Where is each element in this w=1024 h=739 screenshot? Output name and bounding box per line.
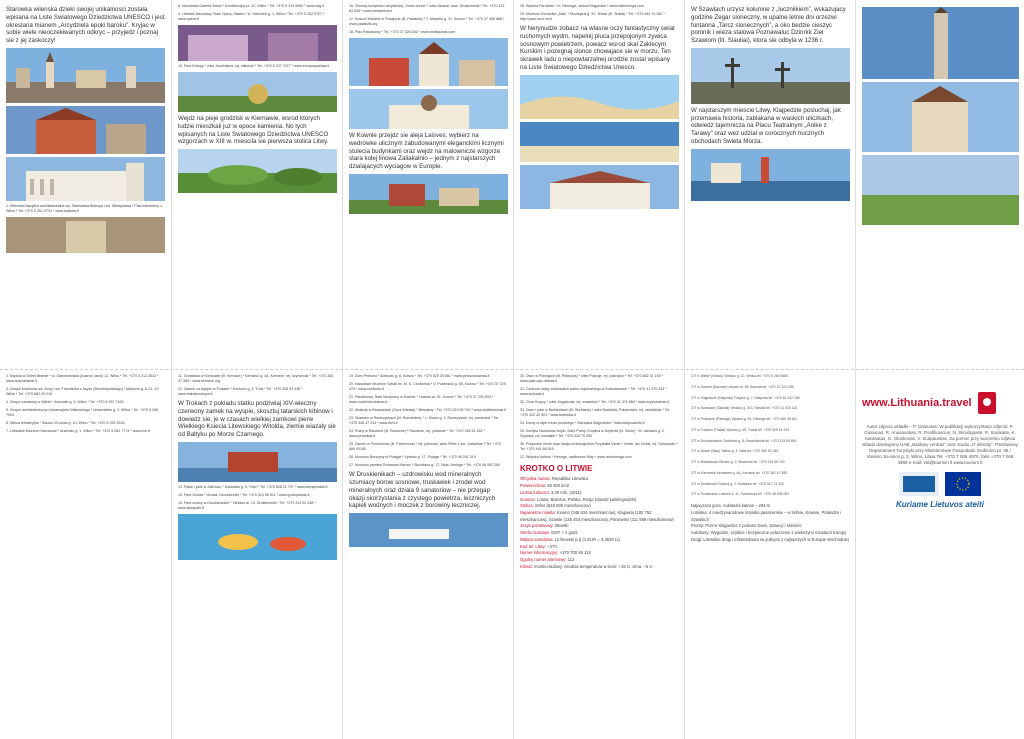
item-29: 29. Muzeum Zmudzkie „Alka” * Muziejaus g. 31, Telsze (lit. Telsiai) * Tel. +370 444 70 382 * http://parn.mch.mii.lt — [520, 12, 665, 22]
grassland-photo — [862, 155, 1019, 225]
facts-list — [520, 476, 678, 570]
tourist-center-entry: CIT w Kedainiach Didzioji g. 1, Kedainiai tel. +370 347 21 333 — [691, 481, 784, 486]
item-12: 12. Zamek na wyspie w Trokach * Kestucio g. 4, Troki * Tel. +370 528 53 946 * www.trakaimuziejus.lt — [178, 387, 303, 397]
tourist-center-entry: CIT w Wilnie (Vilnius) Vilniaus g. 22, Vilnius tel. +370 5 262 9660 — [691, 374, 789, 378]
column-3-bottom — [342, 370, 513, 739]
tourist-centers-list — [691, 374, 849, 497]
fact-label: Strefa czasowa: — [520, 530, 551, 536]
fact-label: Klimat: — [520, 563, 534, 569]
vilnius-old-town-photo — [6, 48, 165, 103]
fact-label: Stolica: — [520, 503, 535, 509]
fact-row — [520, 490, 678, 497]
coat-of-arms-icon — [978, 392, 996, 414]
item-26: 26. Muzeum Burszyny w Polagie * Vytauto g. 17, Polaga * Tel. +370 46 251 319 — [349, 455, 476, 460]
eu-logo-box — [862, 472, 1018, 496]
manor-photo — [520, 165, 679, 209]
fact-label: Oficjalna nazwa: — [520, 476, 552, 482]
tourist-center-entry: CIT w Szawlach (Siauliai) Vilniaus g. 213, Siauliai tel. +370 41 523 110 — [691, 406, 798, 411]
church-tower-photo — [862, 82, 1019, 152]
fact-value: Republika Litewska — [551, 476, 588, 482]
dunes-photo — [520, 75, 679, 119]
slogan: Kuriame Lietuvos ateiti — [895, 500, 985, 510]
fact-extra: Najwyzsza gora: Aukstasis kalnas – 294 m — [691, 503, 771, 509]
waterpark-photo — [178, 514, 337, 560]
kaunas-photo — [349, 38, 508, 86]
tourist-center-entry: CIT w Trokach (Trakai) Vytauto g. 69, Trakai tel. +370 528 51 934 — [691, 427, 790, 432]
fact-value: +370 700 55 118 — [559, 550, 591, 556]
item-2: 2. Kaplica w Ostrej Bramie * ul. Ostrobramska (Ausros Vartu) 12, Wilno * Tel. +370 5 212 3513 * www.ausrosvartai.lt — [6, 374, 159, 384]
tourist-center-entry: CIT w Birsztanach Birutes g. 2, Birstonas tel. +370 319 65 740 — [691, 460, 785, 465]
fact-row — [520, 564, 678, 571]
fact-label: Jezyk panstwowy: — [520, 523, 555, 529]
klaipeda-text: W najstarszym miescie Litwy, Klajpedzie posluchaj, jak przemawia historia, zablakana w waskich uliczkach, odwiedz tajemnicza na Placu Teatralnym „Anike z Tarawy” oraz wez udzial w corocznych hucznych obchodach Swieta Morza. — [691, 106, 841, 145]
item-37: 37. Wiejska Unibos * Neringa, nadbrzeze Nidy * www.visitneringa.com — [520, 455, 632, 460]
item-23: 23. Skansen w Rumszyskach (lit. Rumsiskes) * L. Kissio g. 2, Rumszyszki, rej. kowienski * Tel. +370 346 47 233 * www.llbm.lt — [349, 416, 500, 426]
fact-row — [520, 550, 678, 557]
druskininkai-text: W Druskienikach – uzdrowisku wod mineralnych szumiacy borow sosnowe, truskawek i zrodel wod mineralnych oraz dziala 9 sanatoriow – nie przegap okazji skorzystania z czystego powietrza, leczniczych kapieli wodnych i moczek z borowiny leczniczej. — [349, 471, 496, 510]
item-16: 16. Zimowy kompleks rozrywkowy „Snow arena” * wies Mizarai, sam. Druskienniki * Tel. +370 313 63 545 * www.snowarena.lt — [349, 4, 505, 14]
river-boat-photo — [349, 513, 508, 547]
europe-park-photo — [178, 72, 337, 112]
item-1: 1. Wilenska Bazylika archikatedralna sw. Stanislawa Biskupa i sw. Wladyslawa * Plac katedralny 1, Wilno * Tel. +370 5 261 0731 * www.katedra.lt — [6, 203, 163, 213]
intro-vilnius-text: Starowka wilenska dzieki swojej unikalnosci zostala wpisana na Liste Swiatowego Dziedzictwa UNESCO i jest okreslana mianem „Arcydziela epoki baroku”. Kryjac w sobie wiele nieoczekiwanych odkryc – przyjedz i poznaj sie z jej zaskoczy! — [6, 6, 165, 44]
kaunas-text: W Kownie przejdz sie aleja Laisves, wybierz na wedrowke ulicznym zabudowanymi eleganckimi licznymi stulecia budynkami oraz wejdz na malownicze wzgorze stara kolej linowa Zaliakalnio – jednym z najstarszych dzialajacych wyciagow w Europie. — [349, 132, 504, 171]
column-3 — [342, 0, 513, 369]
item-17: 17. Kosciol Klasztor w Pozajscie (lit. Pazaislis) * T. Masiulio g. 31, Kowno * Tel. +370 37 458 868 * www.pazaislis.org — [349, 17, 505, 27]
item-20: 20. Narodowe Muzeum Sztuki im. M. K. Ciurlionisa * V. Putvinskio g. 55, Kowno * Tel. +370 37 229 475 * www.ciurlionis.lt — [349, 382, 506, 392]
fact-value: Wilno (548 835 mieszkancow) — [534, 503, 591, 509]
kernave-text: Wejdz na pieje grodzisk w Kiernawie, wsrod ktorych ludzie mieszkali juz w epoce kamienia. No tych wpisanych na Liste Swiatowego Dziedzictwa UNESCO wzgorzach w XIII w. miescila sie pierwsza stolica Litwy. — [178, 115, 329, 146]
item-32: 32. Gora Krzyzy * wies Jurgaicziai, rej. szawelski * Tel. +370 41 370 860 * www.kryziukalnas.lt — [520, 400, 670, 405]
fact-value: Lit litewski (Lt) (1 EUR = 3,4528 Lt) — [554, 536, 620, 542]
item-4: 4. Zespol zamkowy w Wilnie * Arsenalo g. 5, Wilno * Tel. +370 5 267 7453 — [6, 400, 124, 405]
fact-extra: Promy: Port w Klajpedzie z portami Danii, Szwecji i Niemiec — [691, 523, 802, 529]
fact-row — [520, 510, 678, 523]
column-6 — [855, 0, 1024, 369]
fact-value: morsko-ladowy. Srednia temperatura w lecie: +18 C, zima: −5 C — [533, 563, 653, 569]
fact-label: Powierzchnia: — [520, 483, 548, 489]
hill-of-crosses-photo — [691, 48, 850, 104]
item-27: 27. Muzeum pamieci Romanas Marroz * Skroblaus g. 17, Nida, Neringa * Tel. +370 46 952 260 — [349, 463, 501, 468]
fact-row — [520, 537, 678, 544]
fact-label: Waluta narodowa: — [520, 536, 555, 542]
item-24: 24. Ruiny w Raudone (lit. Raudone) * Raudone, rej. jurbarski * Tel. +370 345 51 262 * www.jurbarkas.lt — [349, 429, 485, 439]
fact-value: +370 — [547, 543, 557, 549]
tower-photo — [862, 7, 1019, 79]
lithuania-travel-link[interactable]: www.Lithuania.travel — [862, 397, 972, 409]
facts-title: KROTKO O LITWIE — [520, 464, 593, 474]
item-33: 33. Dwor i park w Burbiszkach (lit. Burbiskis) * wies Burbiszki, Pakalniskis, rej. radziwilski * Tel. +370 422 42 001 * www.burbiskis.lt — [520, 408, 671, 418]
coastline-photo — [520, 122, 679, 162]
kernave-photo — [178, 149, 337, 193]
item-13: 13. Palac i park w Zatroczu * Uzutrakio g. 5, Troki * Tel. +370 528 21 707 * www.semiprivatis.lt — [178, 484, 328, 489]
item-15: 15. Park wodny w Druskienkach * Vilniaus al. 13, Druskienniki * Tel. +370 313 52 338 * www.akvapark.lt — [178, 500, 316, 510]
fact-label: Najwieksze miasta: — [520, 510, 558, 515]
ministry-logo-icon — [899, 472, 939, 496]
fact-label: Granice: — [520, 496, 537, 502]
column-4 — [513, 0, 684, 369]
fact-label: Kod tel. Litwy: — [520, 543, 548, 549]
cathedral-photo — [6, 157, 165, 201]
fact-value: Lotwa, Bialorus, Polska, Rosja (obwod kaliningradzki) — [537, 496, 637, 502]
column-2 — [171, 0, 342, 369]
neringa-text: W Nerynudze zobacz na wlasne oczy fantastyczny swiat ruchomych wydm, napelnij pluca przepojonym zywica sosnowym powietrzem, powacz wsrod skal Zaklecym Kurskim i pozegnaj slonce chowajace sie w morzu. Ten skrawek ladu o niepowtarzalnej urodzie zostal wpisany na Liste Swiatowego Dziedzictwa Unesco. — [520, 25, 675, 71]
fact-value: 65 300 km2 — [547, 483, 570, 489]
item-31: 31. Centrum usleg zdobiazkich parku regionalnego w Kurtuwianach * Tel. +370 41 370 333 * www.kurtuvai.lt — [520, 387, 667, 397]
tourist-center-entry: CIT w Nidzie (Nida) Taikos g. 4, Nida tel. +370 469 52 345 — [691, 449, 779, 454]
column-4-bottom — [513, 370, 684, 739]
item-7: 7. Litewskie Muzeum Narodowe * Arsenalo g. 1, Wilno * Tel. +370 5 262 7774 * www.lnm.lt — [6, 429, 150, 434]
column-2-bottom — [171, 370, 342, 739]
tourist-center-entry: CIT w Klajpedzie (Klaipeda) Turgaus g. 7, Klaipeda tel. +370 46 412 186 — [691, 395, 800, 400]
opera-photo — [178, 25, 337, 61]
brochure-bottom-half — [0, 369, 1024, 739]
church-photo — [6, 106, 165, 154]
brochure-top-half — [0, 0, 1024, 369]
item-8: 8. Narodowa Galeria Sztuki * Konstitucijos pr. 22, Wilno * Tel. +370 5 219 5960 * www.ndg.lt — [178, 4, 325, 8]
fact-value: 112 — [567, 557, 575, 563]
eu-flag-icon — [945, 472, 981, 496]
siauliai-text: W Szawlach urzysz kolumne z „luczniikiem”, wskazujacy godzine Zegar sloneczny, w upalne letnie dni orzezwi fontanna „Tarcz slonecznych”, a oko bedzie cieszyc pomnik i wieza stalowa Poznawaluc Dzinrkk Ziel Szawlom (lit. Siauliai), ktora sie odbyla w 1236 r. — [691, 6, 846, 44]
cathedral-interior-photo — [6, 217, 165, 253]
fact-row — [520, 523, 678, 530]
item-25: 25. Zamek w Poniemuniu (lit. Panemune) * rej. jurborski, wies Pilies 1 sis, Jurbarkas * Tel. +370 689 93185 — [349, 442, 501, 452]
tourist-center-entry: CIT w Kiernowie Kerniaves g. 4A, Kernave tel. +370 382 47 385 — [691, 470, 787, 475]
tourist-center-entry: CIT w Druskienikach Gedimino g. 8, Druskininkai tel. +370 313 60 800 — [691, 438, 797, 443]
fact-extra: Drogi: Litewskie drogi i infrastruktura sa jednymi z najlepszych w Europie Wschodniej — [691, 536, 849, 542]
column-6-bottom — [855, 370, 1024, 739]
item-9: 9. Litewski Narodowy Teatr Opery i Baletu * A. Vienuolio g. 1, Wilno * Tel. +370 5 262 0727 * www.opera.lt — [178, 12, 325, 22]
fact-label: Ogolny numer alarmowy: — [520, 557, 568, 563]
fact-extra: Lotniska: 4 miedzynarodowe lotniska pasazerskie – w Wilnie, Kownie, Polandze i Szawlach — [691, 509, 842, 522]
item-35: 35. Kurtyka Narodowa Nojlin. Mani Pamy i Kaplica w Szylenie (lit. Silute) * M. Jankaus g. 2, Szylokai, rej. suwalski * Tel. +370 428 79 260 — [520, 429, 666, 439]
klaipeda-photo — [691, 149, 850, 201]
tourist-center-entry: CIT w Poniewiezu Laisves a. 11, Panevezys tel. +370 45 508 081 — [691, 492, 790, 497]
item-5: 5. Zespol architektoniczny Uniwersytetu Wilenskiego * Universiteto g. 3, Wilno * Tel. +370 5 268 7003 — [6, 408, 159, 418]
item-22: 22. Atrakcje w Birsztanach (Gora Wieska) * Birsztany * Tel. +370 319 65 740 * www.visitbirstonas.lt — [349, 408, 507, 413]
fact-row — [520, 497, 678, 504]
item-10: 10. Park Europy * wies Jonekiskes, rej. wilenski * Tel. +370 5 237 7077 * www.europosparkas.lt — [178, 64, 330, 69]
item-18: 18. Plac Ratuszowy * Tel. +370 37 326 436 * www.visitkaunas.com — [349, 30, 456, 35]
trakai-castle-photo — [178, 442, 337, 482]
credits-text: Autor zdjecia okladki – P. Gasiunas. W publikacji wykorzystano zdjecia: P. Gasiunas, R. Anusauskas, R. Ponfiliovicius, N. Skrudupaite, R. Sniokaite, K. Kantautas, G. Gluskovas, V. Scapauskas. Za pomoc przy tworzeniu zdjecia skladu dziekujemy UAB „Baldany centras” oraz studiu „I7 identity”. Panstwowy Departament Turystyki przy Ministerstwie Gospodarki Gedimino pr. 38 / Vasario 16-osios g. 2, Wilno, Litwa Tel. +370 7 066 4976, faks +370 7 066 4988 e-mail: vtd@tourism.lt www.tourism.lt — [862, 424, 1018, 466]
item-36: 36. Przylodek Vente oraz stacja ornitologiczna Przyladka Vente * Vente, sw. Kintai, rej. Szilokuwiu * Tel. +370 441 68 516 — [520, 442, 678, 452]
item-34: 34. Domy w stylu muzu pruskiego * Starowka Klajpedzka * www.klaipedainfo.lt — [520, 421, 645, 426]
tourist-center-entry: CIT w Kownie (Kaunas) Laisves al. 36, Kaunas tel. +370 37 323 436 — [691, 384, 794, 389]
item-30: 30. Dwor w Pokrojach (lit. Pakruojis) * wies Pokroje, rej. pokrojski * Tel. +370 682 41 155 * www.pakruojo-dvaras.lt — [520, 374, 664, 384]
item-3: 3. Zespol koscielow sw. Anny i sw. Franciszka z Asyzu (Bernardynskiego) * Maironio g. 8–11, 10 Wilno * Tel. +370 682 40 216 — [6, 387, 159, 397]
item-21: 21. Panstwowy Teatr Muzyczny w Kownie * Laisves al. 91, Kowno * Tel. +370 37 200 933 * www.muzikinis-teatras.lt — [349, 395, 494, 405]
fact-extra: Autobusy: Wygodne, szybkie i bezpieczne polaczenie z wiekszymi miastami Europy — [691, 530, 847, 536]
fact-row — [520, 530, 678, 537]
item-19: 19. Dom Perkuna * Aleksoto g. 6, Kowno * Tel. +370 620 30 881 * www.perkunonamas.lt — [349, 374, 490, 378]
pazaislis-photo — [349, 89, 508, 129]
column-1 — [0, 0, 171, 369]
facts-list-2 — [691, 503, 849, 543]
item-11: 11. Grodziska w Kiernowie (lit. Kernave) * Kerniavo g. 4A, Kernave, rej. szyrwincki * Tel. +370 382 47 385 * www.kernave.org — [178, 374, 334, 384]
fact-row — [520, 476, 678, 483]
fact-value: Kowno (348 624 mieszkancow), Klajpeda (182 752 mieszkancow), Szawle (125 453 mieszkancow), Poniewiez (111 959 mieszkancow) — [520, 510, 674, 522]
fact-value: GMT + 2 godz. — [550, 530, 579, 536]
item-28: 28. Wydma Parnidzis * m. Nerunga, obwod Klajpedzki * www.visitneringa.com — [520, 4, 645, 8]
trakai-text: W Trokach z pokladu statku podziwiaj XIV-wieczny czerwony zamek na wyspie, skosztuj tatarskich kibinow i dowiedz sie, je w czasach wielkiej zamkowi pierw Wielkiego Ksiecia Litewskiego Witolda, ziemie wiazaly sie od Baltyku po Morze Czarnego. — [178, 400, 336, 439]
fact-row — [520, 483, 678, 490]
fact-label: Liczba ludnosci: — [520, 489, 551, 495]
fact-value: 3,25 mln. (2011) — [550, 489, 582, 495]
item-14: 14. Park Grutas * Grutas, Druskienniki * Tel. +370 313 55 511 * www.grutoparkas.lt — [178, 492, 310, 497]
fact-row — [520, 557, 678, 564]
fact-row — [520, 544, 678, 551]
fact-value: litewski — [554, 523, 569, 529]
column-5-bottom — [684, 370, 855, 739]
fact-row — [520, 503, 678, 510]
column-1-bottom — [0, 370, 171, 739]
item-6: 6. Wieza telewizyjna * Sausio 13-osios g. 10, Wilno * Tel. +370 5 252 5333 — [6, 421, 125, 426]
fact-label: Numer informacyjny: — [520, 550, 560, 556]
tourist-center-entry: CIT w Polandze (Palanga) Vytauto g. 94, Palanga tel. +370 460 48 811 — [691, 417, 798, 422]
logo-row — [862, 392, 1018, 414]
column-5 — [684, 0, 855, 369]
kaunas-castle-photo — [349, 174, 508, 214]
